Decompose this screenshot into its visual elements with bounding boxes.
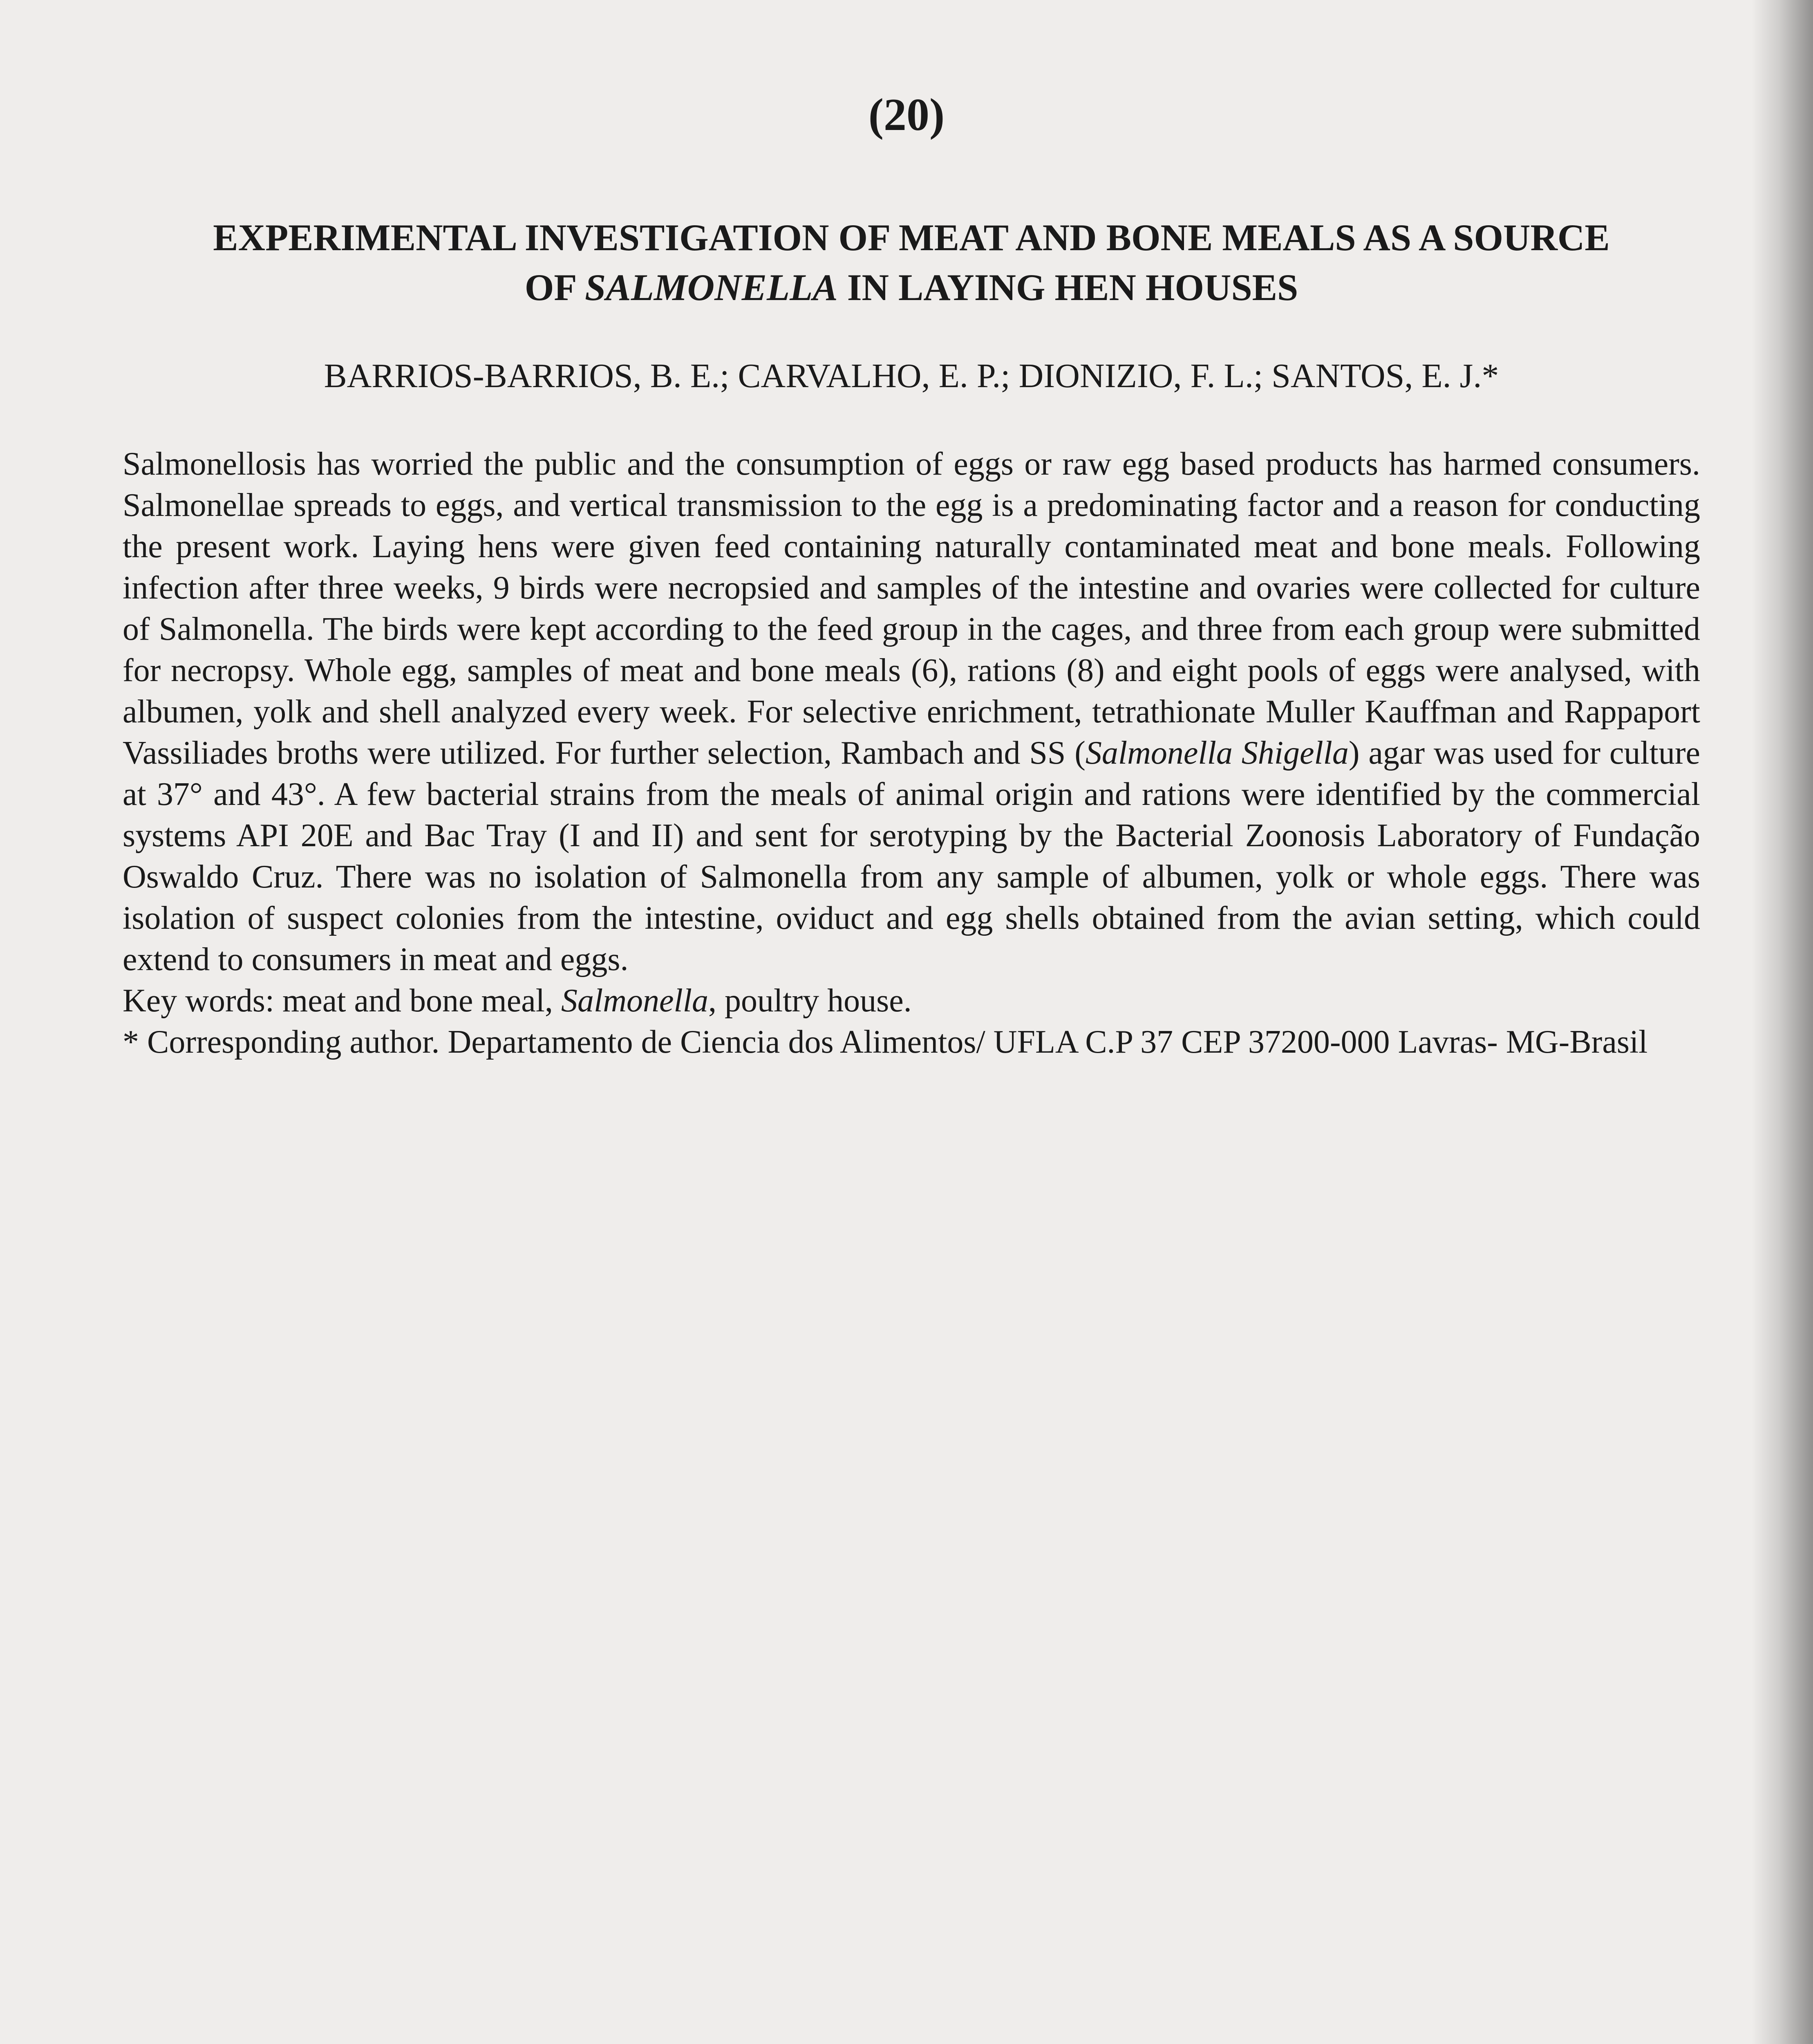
abstract-body (123, 444, 1700, 1063)
corresponding-author-note: * Corresponding author. Departamento de Ciencia dos Alimentos/ UFLA C.P 37 CEP 37200-000 Lavras- MG-Brasil (123, 1024, 1648, 1060)
keywords-italic: Salmonella (561, 983, 708, 1019)
abstract-paragraph (123, 444, 1700, 980)
title-line-2-prefix: OF (524, 267, 585, 308)
author-list: BARRIOS-BARRIOS, B. E.; CARVALHO, E. P.; DIONIZIO, F. L.; SANTOS, E. J.* (324, 357, 1499, 395)
abstract-text-part-2: ) agar was used for culture at 37° and 43°. A few bacterial strains from the meals of animal origin and rations were identified by the commercial systems API 20E and Bac Tray (I and II) and sent for serotyping by the Bacterial Zoonosis Laboratory of Fundação Oswaldo Cruz. There was no isolation of Salmonella from any sample of albumen, yolk or whole eggs. There was isolation of suspect colonies from the intestine, oviduct and egg shells obtained from the avian setting, which could extend to consumers in meat and eggs. (123, 735, 1700, 977)
title-line-2-suffix: IN LAYING HEN HOUSES (837, 267, 1298, 308)
abstract-text-part-1: Salmonellosis has worried the public and the consumption of eggs or raw egg based products has harmed consumers. Salmonellae spreads to eggs, and vertical transmission to the egg is a predominating factor and a reason for conducting the present work. Laying hens were given feed containing naturally contaminated meat and bone meals. Following infection after three weeks, 9 birds were necropsied and samples of the intestine and ovaries were collected for culture of Salmonella. The birds were kept according to the feed group in the cages, and three from each group were submitted for necropsy. Whole egg, samples of meat and bone meals (6), rations (8) and eight pools of eggs were analysed, with albumen, yolk and shell analyzed every week. For selective enrichment, tetrathionate Muller Kauffman and Rappaport Vassiliades broths were utilized. For further selection, Rambach and SS ( (123, 446, 1700, 771)
paper-title (131, 213, 1692, 312)
abstract-text-italic: Salmonella Shigella (1085, 735, 1349, 771)
title-line-2-italic: SALMONELLA (585, 267, 838, 308)
keywords-suffix: , poultry house. (708, 983, 912, 1019)
title-line-2 (131, 262, 1692, 312)
page-edge-shadow (1752, 0, 1813, 2044)
keywords-prefix: Key words: meat and bone meal, (123, 983, 562, 1019)
title-line-1: EXPERIMENTAL INVESTIGATION OF MEAT AND BONE MEALS AS A SOURCE (213, 217, 1610, 258)
keywords-line (123, 980, 1700, 1022)
abstract-number: (20) (868, 90, 945, 140)
